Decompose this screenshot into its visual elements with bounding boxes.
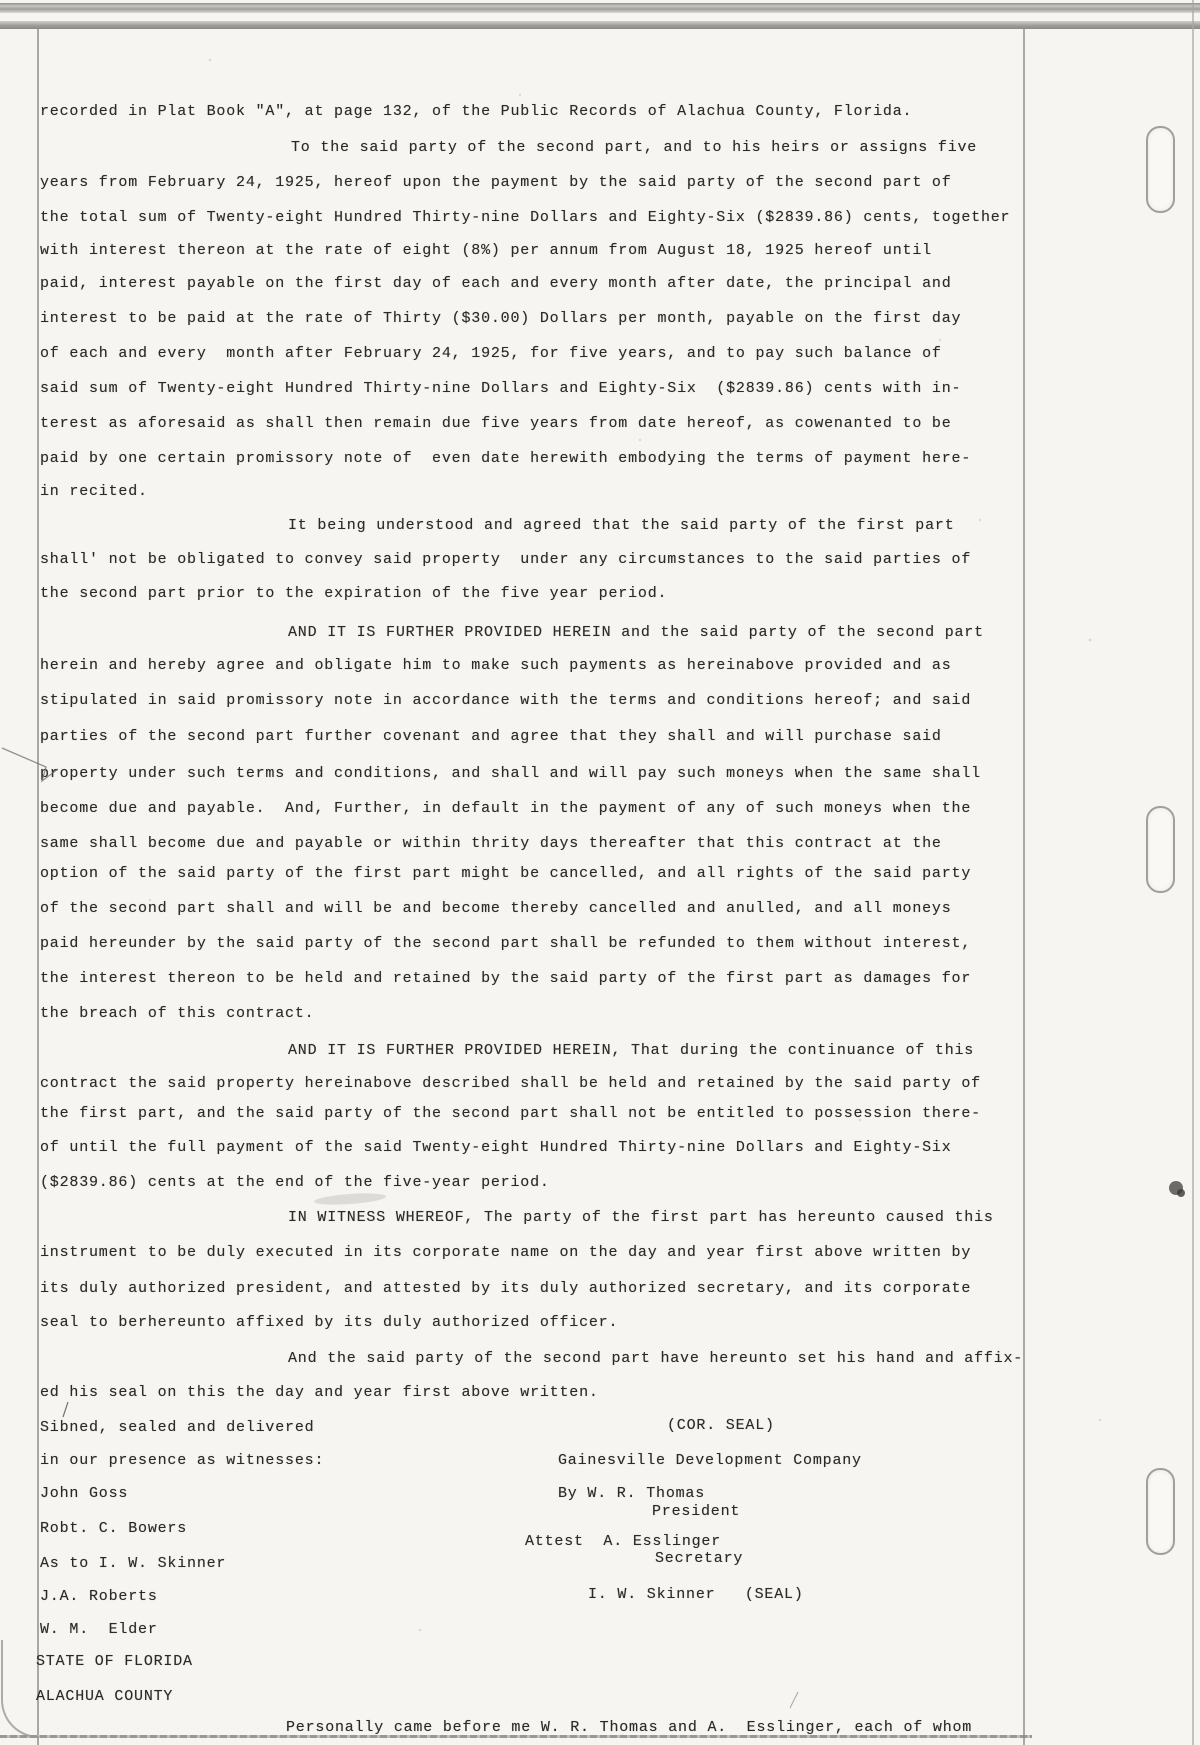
text-line: the first part, and the said party of the second part shall not be entitled to possession there- — [40, 1105, 981, 1122]
check-mark — [63, 1402, 68, 1417]
ink-smudge — [1169, 1181, 1185, 1197]
text-line: the second part prior to the expiration of the five year period. — [40, 585, 668, 602]
text-line: W. M. Elder — [40, 1621, 158, 1638]
text-line: interest to be paid at the rate of Thirty ($30.00) Dollars per month, payable on the first day — [40, 310, 962, 327]
text-line: paid, interest payable on the first day of each and every month after date, the principal and — [40, 275, 952, 292]
text-line: paid by one certain promissory note of even date herewith embodying the terms of payment here- — [40, 450, 972, 467]
text-line: contract the said property hereinabove described shall be held and retained by the said party of — [40, 1075, 981, 1092]
text-line: the interest thereon to be held and retained by the said party of the first part as damages for — [40, 970, 972, 987]
text-line: said sum of Twenty-eight Hundred Thirty-nine Dollars and Eighty-Six ($2839.86) cents with in- — [40, 380, 962, 397]
text-line: I. W. Skinner (SEAL) — [588, 1586, 804, 1603]
left-margin-rule — [37, 28, 39, 1745]
text-line: paid hereunder by the said party of the second part shall be refunded to them without interest, — [40, 935, 972, 952]
punch-hole-bottom — [1146, 1468, 1175, 1555]
text-line: AND IT IS FURTHER PROVIDED HEREIN and the said party of the second part — [288, 624, 984, 641]
right-margin-rule — [1023, 28, 1025, 1745]
text-line: in recited. — [40, 483, 148, 500]
text-line: As to I. W. Skinner — [40, 1555, 227, 1572]
page-corner-curve — [1, 1640, 39, 1738]
text-line: ed his seal on this the day and year first above written. — [40, 1384, 599, 1401]
text-line: IN WITNESS WHEREOF, The party of the first part has hereunto caused this — [288, 1209, 994, 1226]
text-line: same shall become due and payable or within thrity days thereafter that this contract at the — [40, 835, 942, 852]
text-line: Personally came before me W. R. Thomas and A. Esslinger, each of whom — [286, 1719, 973, 1736]
text-line: Robt. C. Bowers — [40, 1520, 188, 1537]
text-line: seal to berhereunto affixed by its duly authorized officer. — [40, 1314, 619, 1331]
text-line: ALACHUA COUNTY — [36, 1688, 174, 1705]
text-line: stipulated in said promissory note in accordance with the terms and conditions hereof; and said — [40, 692, 972, 709]
text-line: option of the said party of the first part might be cancelled, and all rights of the said party — [40, 865, 972, 882]
text-line: AND IT IS FURTHER PROVIDED HEREIN, That during the continuance of this — [288, 1042, 975, 1059]
page-edge-rule — [1192, 0, 1194, 1745]
pencil-tick — [790, 1692, 798, 1708]
text-line: of the second part shall and will be and become thereby cancelled and anulled, and all moneys — [40, 900, 952, 917]
text-line: Sibned, sealed and delivered — [40, 1419, 315, 1436]
text-line: property under such terms and conditions, and shall and will pay such moneys when the same shall — [40, 765, 981, 782]
text-line: years from February 24, 1925, hereof upon the payment by the said party of the second part of — [40, 174, 952, 191]
text-line: Gainesville Development Company — [558, 1452, 862, 1469]
text-line: President — [652, 1503, 741, 1520]
text-line: of until the full payment of the said Twenty-eight Hundred Thirty-nine Dollars and Eighty-Six — [40, 1139, 952, 1156]
text-line: Attest A. Esslinger — [525, 1533, 722, 1550]
top-edge-band-2 — [0, 21, 1200, 29]
text-line: its duly authorized president, and attested by its duly authorized secretary, and its corporate — [40, 1280, 972, 1297]
text-line: parties of the second part further covenant and agree that they shall and will purchase said — [40, 728, 942, 745]
text-line: instrument to be duly executed in its corporate name on the day and year first above written by — [40, 1244, 972, 1261]
text-line: ($2839.86) cents at the end of the five-year period. — [40, 1174, 550, 1191]
text-line: To the said party of the second part, and to his heirs or assigns five — [291, 139, 978, 156]
punch-hole-middle — [1146, 806, 1175, 893]
text-line: It being understood and agreed that the said party of the first part — [288, 517, 955, 534]
text-line: the breach of this contract. — [40, 1005, 315, 1022]
text-line: in our presence as witnesses: — [40, 1452, 325, 1469]
punch-hole-top — [1146, 126, 1175, 213]
text-line: recorded in Plat Book "A", at page 132, of the Public Records of Alachua County, Florida. — [40, 103, 913, 120]
text-line: By W. R. Thomas — [558, 1485, 706, 1502]
text-line: herein and hereby agree and obligate him to make such payments as hereinabove provided and as — [40, 657, 952, 674]
text-line: terest as aforesaid as shall then remain due five years from date hereof, as cowenanted to be — [40, 415, 952, 432]
pencil-smudge — [314, 1192, 387, 1207]
top-edge-band — [0, 3, 1200, 13]
text-line: STATE OF FLORIDA — [36, 1653, 193, 1670]
text-line: the total sum of Twenty-eight Hundred Thirty-nine Dollars and Eighty-Six ($2839.86) cents, together — [40, 209, 1011, 226]
text-line: John Goss — [40, 1485, 129, 1502]
text-line: shall' not be obligated to convey said property under any circumstances to the said parties of — [40, 551, 972, 568]
text-line: (COR. SEAL) — [667, 1417, 775, 1434]
text-line: And the said party of the second part have hereunto set his hand and affix- — [288, 1350, 1024, 1367]
text-line: J.A. Roberts — [40, 1588, 158, 1605]
text-line: Secretary — [655, 1550, 744, 1567]
text-line: become due and payable. And, Further, in default in the payment of any of such moneys when the — [40, 800, 972, 817]
text-line: with interest thereon at the rate of eight (8%) per annum from August 18, 1925 hereof until — [40, 242, 932, 259]
text-line: of each and every month after February 24, 1925, for five years, and to pay such balance of — [40, 345, 942, 362]
